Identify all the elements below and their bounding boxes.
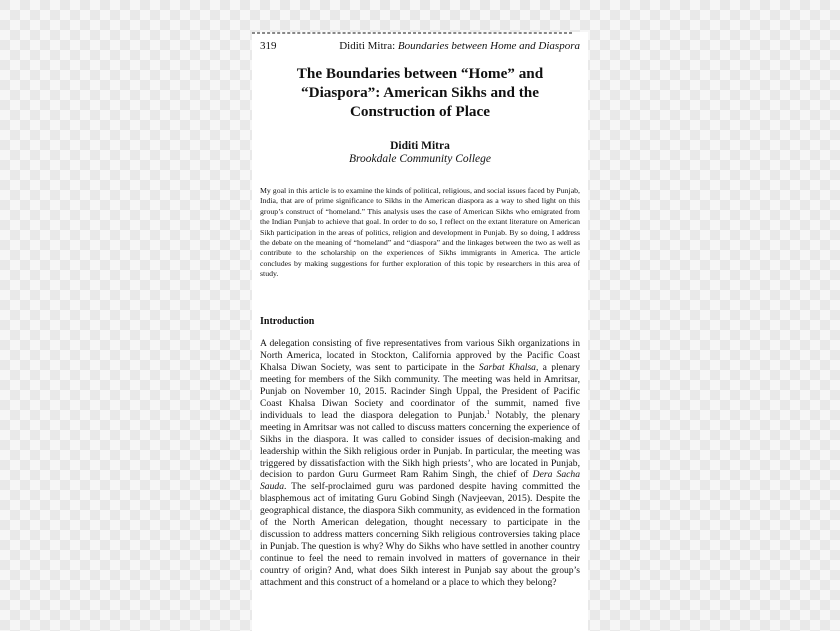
body-italic-1: Sarbat Khalsa xyxy=(478,361,536,373)
divider-bottom xyxy=(252,33,572,34)
body-italic-2: Dera Sacha Sauda xyxy=(260,469,580,493)
body-paragraph xyxy=(260,338,580,589)
article-title xyxy=(260,64,580,121)
body-text-4: . The self-proclaimed guru was pardoned despite having committed the blasphemous act of imitating Guru Gobind Singh (Navjeevan, 2015). Despite the geographical distance, the diaspora Sikh community, as evidenced in the formation of the North American delegation, thought necessary to participate in the discussion to address matters concerning Sikh religious controversies taking place in Punjab. The question is why? Why do Sikhs who have settled in another country continue to feel the need to remain involved in matters of governance in their country of origin? And, what does Sikh interest in Punjab say about the group’s attachment and this construct of a homeland or a place to which they belong? xyxy=(260,481,580,589)
section-heading: Introduction xyxy=(260,316,315,327)
title-line-3: Construction of Place xyxy=(349,103,491,120)
abstract: My goal in this article is to examine the kinds of political, religious, and social issues faced by Punjab, India, that are of prime significance to Sikhs in the American diaspora as a way to shed light on this group’s construct of “homeland.” This analysis uses the case of American Sikhs who emigrated from the Indian Punjab to achieve that goal. In order to do so, I reflect on the extant literature on American Sikh participation in the areas of politics, religion and development in Punjab. By so doing, I address the debate on the meaning of “homeland” and “diaspora” and the linkages between the two as well as contribute to the scholarship on the experiences of Sikhs immigrants in America. The article concludes by making suggestions for further exploration of this topic by researchers in this area of study. xyxy=(260,186,580,279)
footnote-marker: 1 xyxy=(486,409,490,416)
running-title-text: Boundaries between Home and Diaspora xyxy=(397,40,580,52)
author-name: Diditi Mitra xyxy=(390,140,450,152)
running-title xyxy=(339,40,580,52)
running-header xyxy=(260,40,580,54)
page-number: 319 xyxy=(260,40,277,52)
title-line-1: The Boundaries between “Home” and xyxy=(296,65,544,82)
body-text-3: Notably, the plenary meeting in Amritsar was not called to discuss matters concerning the experience of Sikhs in the diaspora. It was called to consider issues of decision-making and leadership within the Sikh religious order in Punjab. In particular, the meeting was triggered by dissatisfaction with the Sikh high priests’, who are located in Punjab, decision to pardon Guru Gurmeet Ram Rahim Singh, the chief of xyxy=(260,409,580,481)
body-text-1: A delegation consisting of five representatives from various Sikh organizations in North America, located in Stockton, California approved by the Pacific Coast Khalsa Diwan Society, was sent to participate in the xyxy=(260,338,580,373)
title-line-2: “Diaspora”: American Sikhs and the xyxy=(301,84,539,101)
running-author: Diditi Mitra: xyxy=(339,40,398,52)
body-text-2: , a plenary meeting for members of the Sikh community. The meeting was held in Amritsar, Punjab on November 10, 2015. Racinder Singh Uppal, the President of Pacific Coast Khalsa Diwan Society and coordinator of the summit, named five individuals to lead the diaspora delegation to Punjab. xyxy=(260,361,580,421)
author-affiliation: Brookdale Community College xyxy=(348,153,492,165)
document-page xyxy=(252,32,588,631)
